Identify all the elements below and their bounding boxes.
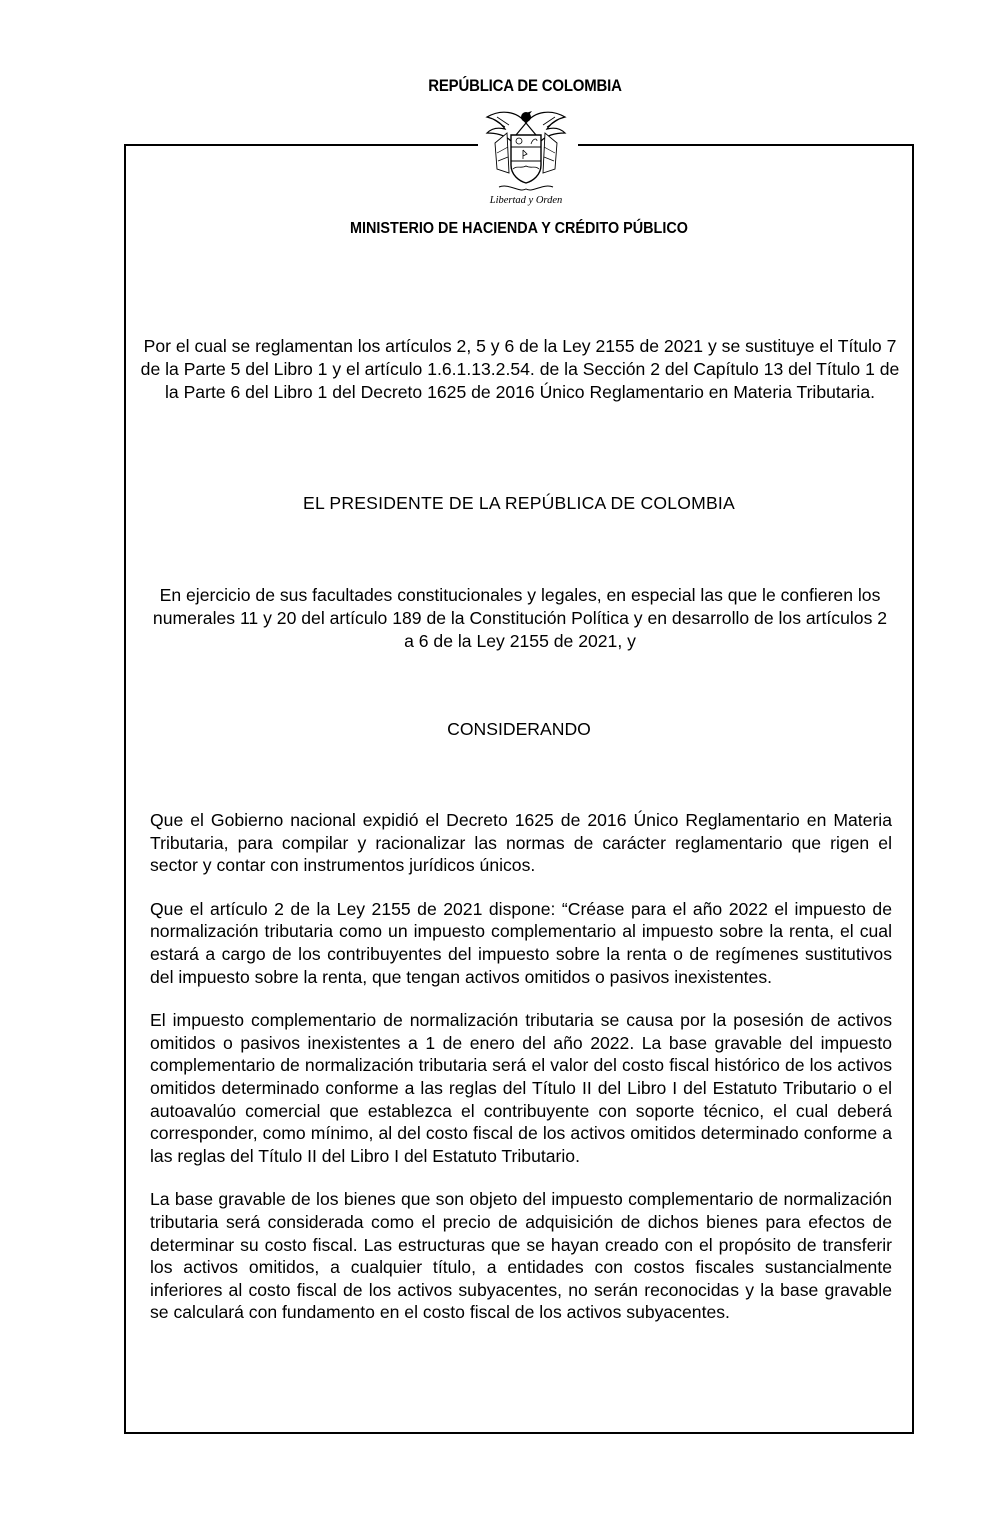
coat-of-arms-icon [479,103,573,207]
seal-motto: Libertad y Orden [489,195,563,206]
considering-heading: CONSIDERANDO [447,719,591,739]
faculties-paragraph: En ejercicio de sus facultades constitucionales y legales, en especial las que le confieren los numerales 11 y 20 del artículo 189 de la Constitución Política y en desarrollo de los artículos 2 a 6 de la Ley 2155 de 2021, y [152,585,888,651]
consideration-paragraph: Que el artículo 2 de la Ley 2155 de 2021 dispone: “Créase para el año 2022 el impuesto de normalización tributaria como un impuesto complementario al impuesto sobre la renta, el cual estará a cargo de los contribuyentes del impuesto sobre la renta o de regímenes sustitutivos del impuesto sobre la renta, que tengan activos omitidos o pasivos inexistentes. [150,898,892,987]
country-heading: REPÚBLICA DE COLOMBIA [428,76,622,95]
ministry-heading: MINISTERIO DE HACIENDA Y CRÉDITO PÚBLICO [350,220,688,237]
consideration-paragraph: Que el Gobierno nacional expidió el Decreto 1625 de 2016 Único Reglamentario en Materia Tributaria, para compilar y racionalizar las normas de carácter reglamentario que rigen el sector y contar con instrumentos jurídicos únicos. [150,810,892,876]
president-heading: EL PRESIDENTE DE LA REPÚBLICA DE COLOMBIA [303,493,735,513]
considerations-body [150,809,892,1345]
consideration-paragraph: El impuesto complementario de normalización tributaria se causa por la posesión de activos omitidos o pasivos inexistentes a 1 de enero del año 2022. La base gravable del impuesto complementario de normalización tributaria será el valor del costo fiscal histórico de los activos omitidos determinado conforme a las reglas del Título II del Libro I del Estatuto Tributario o el autoavalúo comercial que establezca el contribuyente con soporte técnico, el cual deberá corresponder, como mínimo, al del costo fiscal de los activos omitidos determinado conforme a las reglas del Título II del Libro I del Estatuto Tributario. [150,1010,892,1166]
decree-epigraph: Por el cual se reglamentan los artículos 2, 5 y 6 de la Ley 2155 de 2021 y se sustituye el Título 7 de la Parte 5 del Libro 1 y el artículo 1.6.1.13.2.54. de la Sección 2 del Capítulo 13 del Título 1 de la Parte 6 del Libro 1 del Decreto 1625 de 2016 Único Reglamentario en Materia Tributaria. [140,336,900,402]
consideration-paragraph: La base gravable de los bienes que son objeto del impuesto complementario de normalización tributaria será considerada como el precio de adquisición de dichos bienes para efectos de determinar su costo fiscal. Las estructuras que se hayan creado con el propósito de transferir los activos omitidos, a cualquier título, a entidades con costos fiscales sustancialmente inferiores al costo fiscal de los activos subyacentes, no serán reconocidas y la base gravable se calculará con fundamento en el costo fiscal de los activos subyacentes. [150,1189,892,1323]
